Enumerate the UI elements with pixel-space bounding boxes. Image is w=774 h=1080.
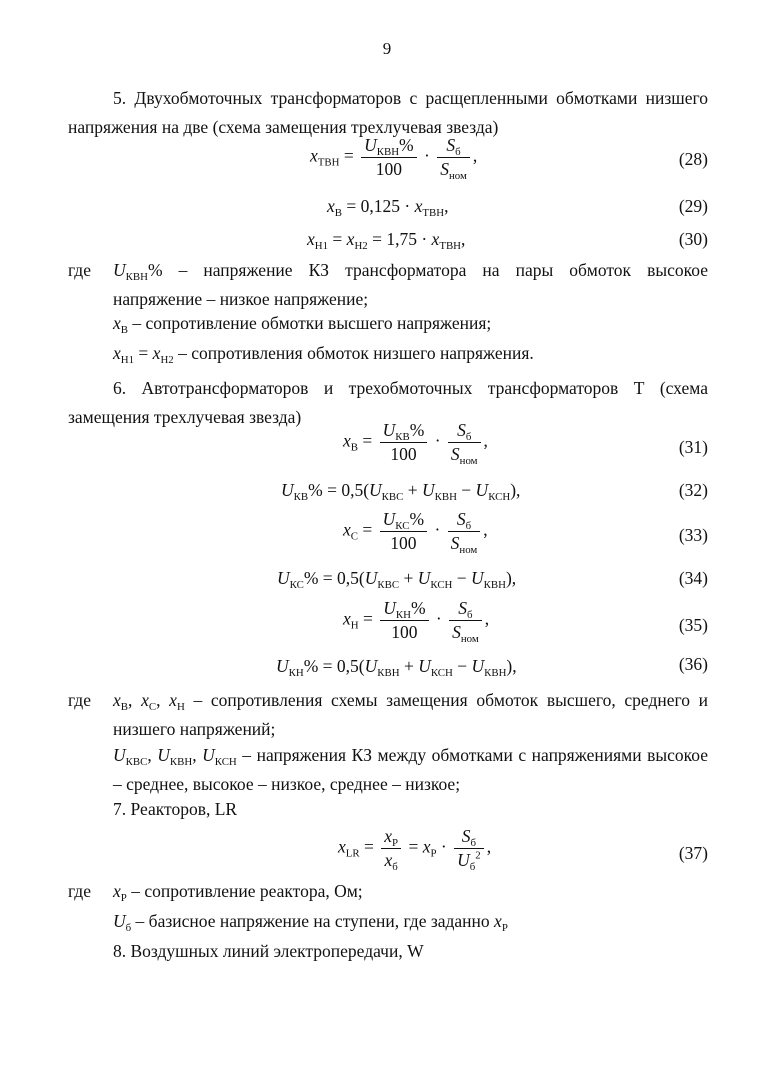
- formula-32: $U_{КВ}\% = 0,5(U_{КВС} + U_{КВН} - U_{КСН})$,: [281, 480, 521, 503]
- section-7-heading: 7. Реакторов, LR: [113, 799, 238, 819]
- section-6-heading: 6. Автотрансформаторов и трехобмоточных трансформаторов Т (схема замещения трехлучевая звезда): [68, 378, 708, 427]
- definition-uk: $U_{КВС}$, $U_{КВН}$, $U_{КСН}$ – напряжения КЗ между обмотками с напряжениями высокое – среднее, высокое – низкое, среднее – низкое;: [113, 745, 708, 794]
- definition-xn: $x_{Н1} = x_{Н2}$ – сопротивления обмоток низшего напряжения.: [113, 343, 534, 366]
- equation-number-29: (29): [678, 196, 708, 216]
- definition-ub: $U_б$ – базисное напряжение на ступени, где заданно $x_Р$: [113, 911, 508, 934]
- formula-28: $x_{ТВН}$ = $\frac{U_{КВН}\%}{100}$ · $\frac{S_б}{S_{ном}}$ ,: [310, 135, 478, 182]
- equation-number-34: (34): [678, 568, 708, 588]
- equation-number-33: (33): [678, 525, 708, 545]
- definition-xv: $x_В$ – сопротивление обмотки высшего напряжения;: [113, 313, 492, 336]
- formula-33: $x_С$ = $\frac{U_{КС}\%}{100}$ · $\frac{S_б}{S_{ном}}$ ,: [343, 509, 488, 556]
- where-label-5: где: [68, 260, 91, 280]
- formula-29: $x_В = 0,125 \cdot x_{ТВН}$,: [327, 196, 449, 219]
- equation-number-31: (31): [678, 437, 708, 457]
- definition-ukvn: $U_{КВН}\%$ – напряжение КЗ трансформатора на пары обмоток высокое напряжение – низкое напряжение;: [113, 260, 708, 309]
- formula-31: $x_В$ = $\frac{U_{КВ}\%}{100}$ · $\frac{S_б}{S_{ном}}$ ,: [343, 420, 488, 467]
- where-label-7: где: [68, 881, 91, 901]
- equation-number-28: (28): [678, 149, 708, 169]
- section-8-heading: 8. Воздушных линий электропередачи, W: [113, 941, 424, 961]
- formula-34: $U_{КС}\% = 0,5(U_{КВС} + U_{КСН} - U_{КВН})$,: [277, 568, 517, 591]
- formula-30: $x_{Н1} = x_{Н2} = 1,75 \cdot x_{ТВН}$,: [307, 229, 466, 252]
- where-label-6: где: [68, 690, 91, 710]
- page-number: 9: [382, 39, 392, 58]
- equation-number-37: (37): [678, 843, 708, 863]
- equation-number-30: (30): [678, 229, 708, 249]
- equation-number-35: (35): [678, 615, 708, 635]
- section-5-heading: 5. Двухобмоточных трансформаторов с расщепленными обмотками низшего напряжения на две (схема замещения трехлучевая звезда): [68, 88, 708, 137]
- equation-number-36: (36): [678, 654, 708, 674]
- equation-number-32: (32): [678, 480, 708, 500]
- definition-xp: $x_Р$ – сопротивление реактора, Ом;: [113, 881, 363, 904]
- formula-37: $x_{LR}$ = $\frac{x_Р}{x_б}$ = $x_Р$ · $\frac{S_б}{U_б^2}$ ,: [338, 826, 492, 873]
- formula-36: $U_{КН}\% = 0,5(U_{КВН} + U_{КСН} - U_{КВН})$,: [276, 656, 517, 679]
- definition-xv-xs-xn: $x_В$, $x_С$, $x_Н$ – сопротивления схемы замещения обмоток высшего, среднего и низшего напряжений;: [113, 690, 709, 739]
- formula-35: $x_Н$ = $\frac{U_{КН}\%}{100}$ · $\frac{S_б}{S_{ном}}$ ,: [343, 598, 490, 645]
